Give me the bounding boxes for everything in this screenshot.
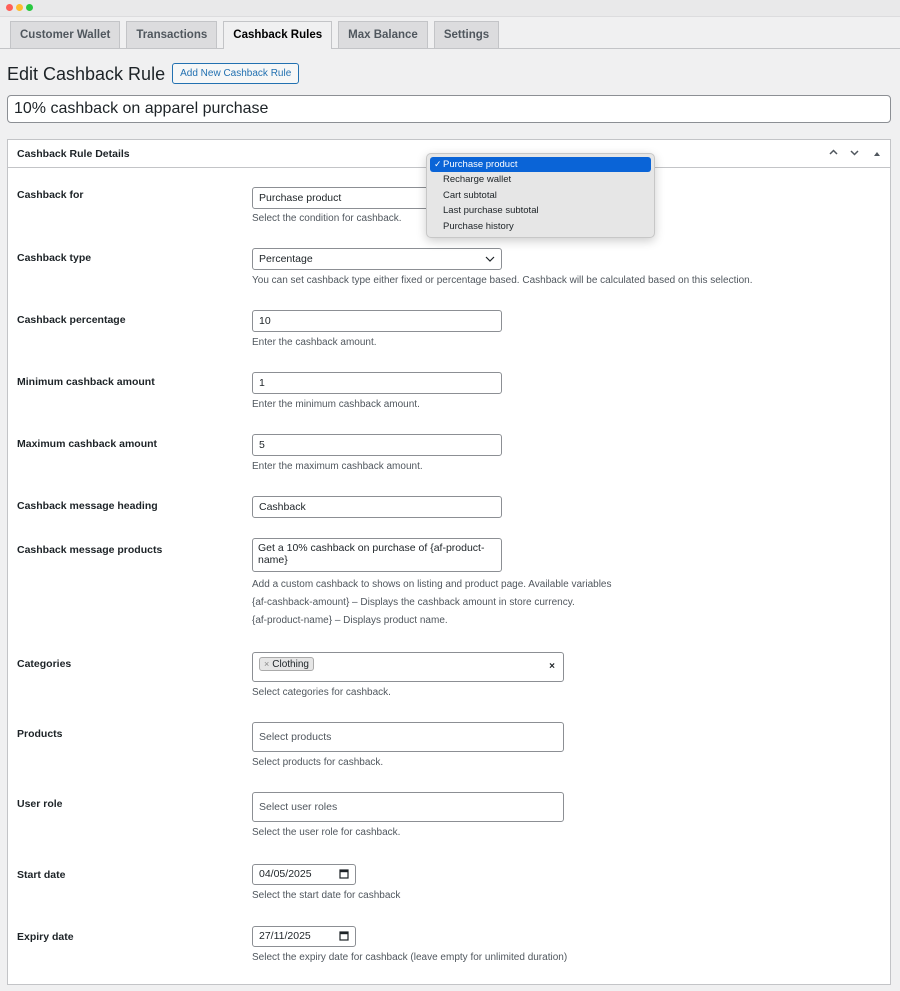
msg-heading-input[interactable]: Cashback — [252, 496, 502, 518]
cashback-for-label: Cashback for — [17, 189, 84, 201]
chevron-up-icon[interactable] — [826, 147, 841, 162]
dropdown-option-label: Purchase product — [443, 159, 518, 170]
max-amount-input[interactable]: 5 — [252, 434, 502, 456]
dropdown-option-label: Recharge wallet — [443, 174, 512, 186]
user-role-field — [252, 792, 564, 842]
tab-settings[interactable]: Settings — [434, 21, 499, 48]
cashback-type-select[interactable] — [252, 248, 502, 270]
checkmark-icon: ✓ — [434, 159, 442, 169]
category-tag-label: Clothing — [272, 659, 309, 670]
dropdown-option-purchase-product[interactable] — [430, 157, 651, 172]
dropdown-option-label: Cart subtotal — [443, 189, 497, 201]
dropdown-option-recharge-wallet[interactable] — [430, 172, 651, 187]
categories-label: Categories — [17, 658, 72, 670]
expiry-date-input[interactable] — [252, 926, 356, 947]
category-tag — [259, 657, 314, 671]
msg-products-desc: Add a custom cashback to shows on listing and product page. Available variables — [252, 579, 612, 590]
user-role-select[interactable] — [252, 792, 564, 822]
user-role-desc: Select the user role for cashback. — [252, 827, 401, 838]
clear-all-icon[interactable]: × — [549, 661, 555, 672]
msg-products-textarea[interactable]: Get a 10% cashback on purchase of {af-product-name} — [252, 538, 502, 572]
categories-desc: Select categories for cashback. — [252, 687, 391, 698]
products-select[interactable] — [252, 722, 564, 752]
cashback-percentage-desc: Enter the cashback amount. — [252, 337, 377, 348]
calendar-icon[interactable] — [339, 928, 349, 952]
products-desc: Select products for cashback. — [252, 757, 384, 768]
categories-field — [252, 652, 564, 702]
tab-transactions[interactable]: Transactions — [126, 21, 217, 48]
tab-cashback-rules[interactable]: Cashback Rules — [223, 21, 332, 49]
dropdown-option-cart-subtotal[interactable] — [430, 188, 651, 203]
expiry-date-value: 27/11/2025 — [259, 930, 311, 942]
cashback-type-label: Cashback type — [17, 252, 92, 264]
panel-controls — [823, 146, 884, 163]
window-titlebar — [0, 0, 900, 17]
chevron-down-icon[interactable] — [847, 147, 862, 162]
msg-products-label: Cashback message products — [17, 544, 163, 556]
products-placeholder: Select products — [259, 731, 332, 743]
min-amount-desc: Enter the minimum cashback amount. — [252, 399, 420, 410]
cashback-for-value: Purchase product — [259, 192, 342, 204]
max-amount-desc: Enter the maximum cashback amount. — [252, 461, 423, 472]
user-role-label: User role — [17, 798, 63, 810]
calendar-icon[interactable] — [339, 866, 349, 890]
min-amount-input[interactable]: 1 — [252, 372, 502, 394]
remove-tag-icon[interactable]: × — [264, 659, 270, 669]
user-role-placeholder: Select user roles — [259, 801, 338, 813]
cashback-percentage-input[interactable]: 10 — [252, 310, 502, 332]
start-date-label: Start date — [17, 869, 66, 881]
expiry-date-desc: Select the expiry date for cashback (leave empty for unlimited duration) — [252, 952, 568, 963]
cashback-type-value: Percentage — [259, 253, 313, 265]
expiry-date-label: Expiry date — [17, 931, 74, 943]
cashback-percentage-label: Cashback percentage — [17, 314, 126, 326]
close-window-icon[interactable] — [6, 4, 13, 11]
nav-tabs — [0, 21, 900, 49]
dropdown-option-label: Last purchase subtotal — [443, 205, 539, 217]
minimize-window-icon[interactable] — [16, 4, 23, 11]
msg-heading-label: Cashback message heading — [17, 500, 158, 512]
msg-products-var-amount: {af-cashback-amount} – Displays the cashback amount in store currency. — [252, 597, 575, 608]
cashback-type-desc: You can set cashback type either fixed or percentage based. Cashback will be calculated based on this selection. — [252, 275, 753, 286]
panel-title: Cashback Rule Details — [17, 148, 130, 160]
dropdown-option-purchase-history[interactable] — [430, 219, 651, 234]
maximize-window-icon[interactable] — [26, 4, 33, 11]
msg-heading-field — [252, 496, 502, 518]
msg-products-field — [252, 538, 611, 630]
start-date-input[interactable] — [252, 864, 356, 885]
chevron-down-icon — [485, 249, 495, 277]
dropdown-option-label: Purchase history — [443, 220, 514, 232]
start-date-value: 04/05/2025 — [259, 868, 312, 880]
min-amount-label: Minimum cashback amount — [17, 376, 155, 388]
tab-max-balance[interactable]: Max Balance — [338, 21, 428, 48]
min-amount-field — [252, 372, 502, 414]
start-date-desc: Select the start date for cashback — [252, 890, 401, 901]
products-label: Products — [17, 728, 63, 740]
cashback-type-field — [252, 248, 753, 290]
cashback-for-desc: Select the condition for cashback. — [252, 213, 402, 224]
products-field — [252, 722, 564, 772]
categories-select[interactable] — [252, 652, 564, 682]
rule-title-input[interactable]: 10% cashback on apparel purchase — [7, 95, 891, 123]
max-amount-field — [252, 434, 502, 476]
page-title: Edit Cashback Rule — [7, 64, 166, 84]
dropdown-option-last-purchase-subtotal[interactable] — [430, 203, 651, 218]
cashback-percentage-field — [252, 310, 502, 352]
cashback-for-dropdown-menu — [426, 153, 655, 238]
expiry-date-field — [252, 926, 567, 967]
caret-up-icon[interactable] — [869, 148, 884, 163]
start-date-field — [252, 864, 400, 905]
tab-customer-wallet[interactable]: Customer Wallet — [10, 21, 120, 48]
msg-products-var-name: {af-product-name} – Displays product name. — [252, 615, 448, 626]
cashback-rule-details-panel — [7, 139, 891, 985]
max-amount-label: Maximum cashback amount — [17, 438, 158, 450]
add-new-cashback-rule-button[interactable]: Add New Cashback Rule — [172, 63, 299, 84]
heading-row — [7, 63, 299, 85]
